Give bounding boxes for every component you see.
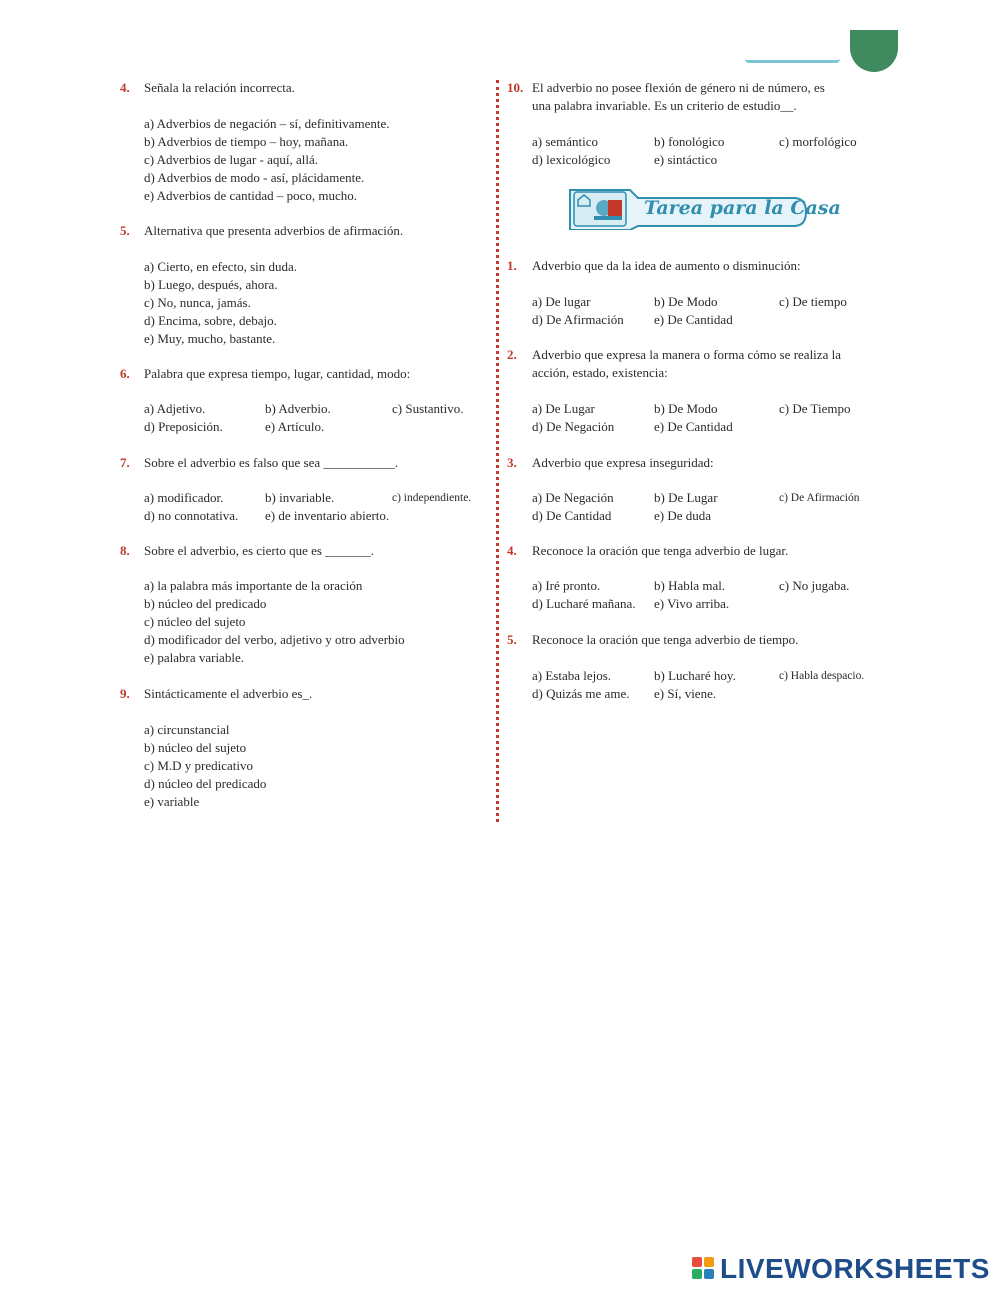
option-d[interactable]: d) Lucharé mañana. (532, 596, 636, 611)
option-b[interactable]: b) De Modo (654, 294, 718, 309)
option-a[interactable]: a) Estaba lejos. (532, 668, 612, 683)
option-a[interactable]: a) semántico (532, 134, 599, 149)
question-text: Alternativa que presenta adverbios de afirmación. (144, 223, 404, 238)
option-d[interactable]: d) Encima, sobre, debajo. (144, 313, 277, 328)
question-text: Reconoce la oración que tenga adverbio de lugar. (532, 543, 789, 558)
question-number: 5. (507, 632, 517, 647)
option-c[interactable]: c) De Tiempo (779, 401, 851, 416)
option-d[interactable]: d) De Cantidad (532, 508, 612, 523)
option-c[interactable]: c) No, nunca, jamás. (144, 295, 251, 310)
option-a[interactable]: a) Cierto, en efecto, sin duda. (144, 259, 298, 274)
option-a[interactable]: a) De lugar (532, 294, 591, 309)
question-number: 8. (120, 543, 130, 558)
option-a[interactable]: a) Adjetivo. (144, 401, 206, 416)
option-a[interactable]: a) Adverbios de negación – sí, definitivamente. (144, 116, 390, 131)
question-number: 2. (507, 347, 517, 362)
option-d[interactable]: d) De Afirmación (532, 312, 624, 327)
question-text: Palabra que expresa tiempo, lugar, cantidad, modo: (144, 366, 411, 381)
question-number: 5. (120, 223, 130, 238)
option-b[interactable]: b) De Lugar (654, 490, 718, 505)
option-a[interactable]: a) la palabra más importante de la oración (144, 578, 363, 593)
option-d[interactable]: d) no connotativa. (144, 508, 239, 523)
option-e[interactable]: e) Muy, mucho, bastante. (144, 331, 276, 346)
option-e[interactable]: e) Sí, viene. (654, 686, 717, 701)
option-b[interactable]: b) Lucharé hoy. (654, 668, 736, 683)
homework-banner (568, 186, 841, 230)
question-text-line2: una palabra invariable. Es un criterio de estudio__. (532, 98, 797, 113)
option-c[interactable]: c) Sustantivo. (392, 401, 464, 416)
logo-grid-icon (692, 1257, 716, 1281)
question-text: Sobre el adverbio es falso que sea ___________. (144, 455, 399, 470)
option-b[interactable]: b) invariable. (265, 490, 335, 505)
option-e[interactable]: e) Artículo. (265, 419, 325, 434)
question-number: 4. (120, 80, 130, 95)
question-number: 1. (507, 258, 517, 273)
question-number: 3. (507, 455, 517, 470)
option-d[interactable]: d) núcleo del predicado (144, 776, 267, 791)
question-text: Adverbio que expresa la manera o forma cómo se realiza la (532, 347, 841, 362)
question-text: Adverbio que expresa inseguridad: (532, 455, 714, 470)
option-e[interactable]: e) Adverbios de cantidad – poco, mucho. (144, 188, 357, 203)
option-e[interactable]: e) de inventario abierto. (265, 508, 390, 523)
option-b[interactable]: b) núcleo del sujeto (144, 740, 247, 755)
column-divider (496, 80, 499, 822)
question-number: 7. (120, 455, 130, 470)
option-e[interactable]: e) variable (144, 794, 200, 809)
option-a[interactable]: a) Iré pronto. (532, 578, 601, 593)
option-d[interactable]: d) lexicológico (532, 152, 611, 167)
option-c[interactable]: c) M.D y predicativo (144, 758, 254, 773)
option-b[interactable]: b) fonológico (654, 134, 725, 149)
option-b[interactable]: b) Habla mal. (654, 578, 726, 593)
option-c[interactable]: c) Habla despacio. (779, 670, 865, 682)
option-b[interactable]: b) Luego, después, ahora. (144, 277, 278, 292)
option-b[interactable]: b) núcleo del predicado (144, 596, 267, 611)
question-text: Sintácticamente el adverbio es_. (144, 686, 313, 701)
option-c[interactable]: c) De Afirmación (779, 492, 860, 504)
option-b[interactable]: b) Adverbios de tiempo – hoy, mañana. (144, 134, 349, 149)
option-d[interactable]: d) De Negación (532, 419, 615, 434)
question-number: 10. (507, 80, 524, 95)
question-text-line2: acción, estado, existencia: (532, 365, 668, 380)
option-e[interactable]: e) sintáctico (654, 152, 718, 167)
option-c[interactable]: c) De tiempo (779, 294, 847, 309)
option-b[interactable]: b) De Modo (654, 401, 718, 416)
option-c[interactable]: c) Adverbios de lugar - aquí, allá. (144, 152, 318, 167)
option-c[interactable]: c) independiente. (392, 492, 472, 504)
header-decoration (745, 48, 840, 63)
option-a[interactable]: a) De Lugar (532, 401, 595, 416)
option-d[interactable]: d) modificador del verbo, adjetivo y otro adverbio (144, 632, 405, 647)
question-number: 9. (120, 686, 130, 701)
option-a[interactable]: a) De Negación (532, 490, 614, 505)
option-c[interactable]: c) morfológico (779, 134, 857, 149)
option-b[interactable]: b) Adverbio. (265, 401, 331, 416)
question-text: Adverbio que da la idea de aumento o disminución: (532, 258, 801, 273)
option-e[interactable]: e) De Cantidad (654, 419, 733, 434)
logo-text: LIVEWORKSHEETS (720, 1253, 990, 1284)
option-e[interactable]: e) Vivo arriba. (654, 596, 730, 611)
question-text: Señala la relación incorrecta. (144, 80, 295, 95)
header-badge-icon (850, 30, 898, 72)
question-text: Sobre el adverbio, es cierto que es _______. (144, 543, 374, 558)
option-d[interactable]: d) Adverbios de modo - así, plácidamente. (144, 170, 365, 185)
option-e[interactable]: e) De duda (654, 508, 712, 523)
option-c[interactable]: c) núcleo del sujeto (144, 614, 246, 629)
question-text: Reconoce la oración que tenga adverbio de tiempo. (532, 632, 799, 647)
question-number: 6. (120, 366, 130, 381)
question-number: 4. (507, 543, 517, 558)
option-c[interactable]: c) No jugaba. (779, 578, 850, 593)
banner-title: Tarea para la Casa (644, 197, 841, 219)
option-e[interactable]: e) De Cantidad (654, 312, 733, 327)
option-a[interactable]: a) circunstancial (144, 722, 230, 737)
option-a[interactable]: a) modificador. (144, 490, 224, 505)
option-d[interactable]: d) Quizás me ame. (532, 686, 630, 701)
option-e[interactable]: e) palabra variable. (144, 650, 244, 665)
question-text: El adverbio no posee flexión de género ni de número, es (532, 80, 825, 95)
option-d[interactable]: d) Preposición. (144, 419, 223, 434)
